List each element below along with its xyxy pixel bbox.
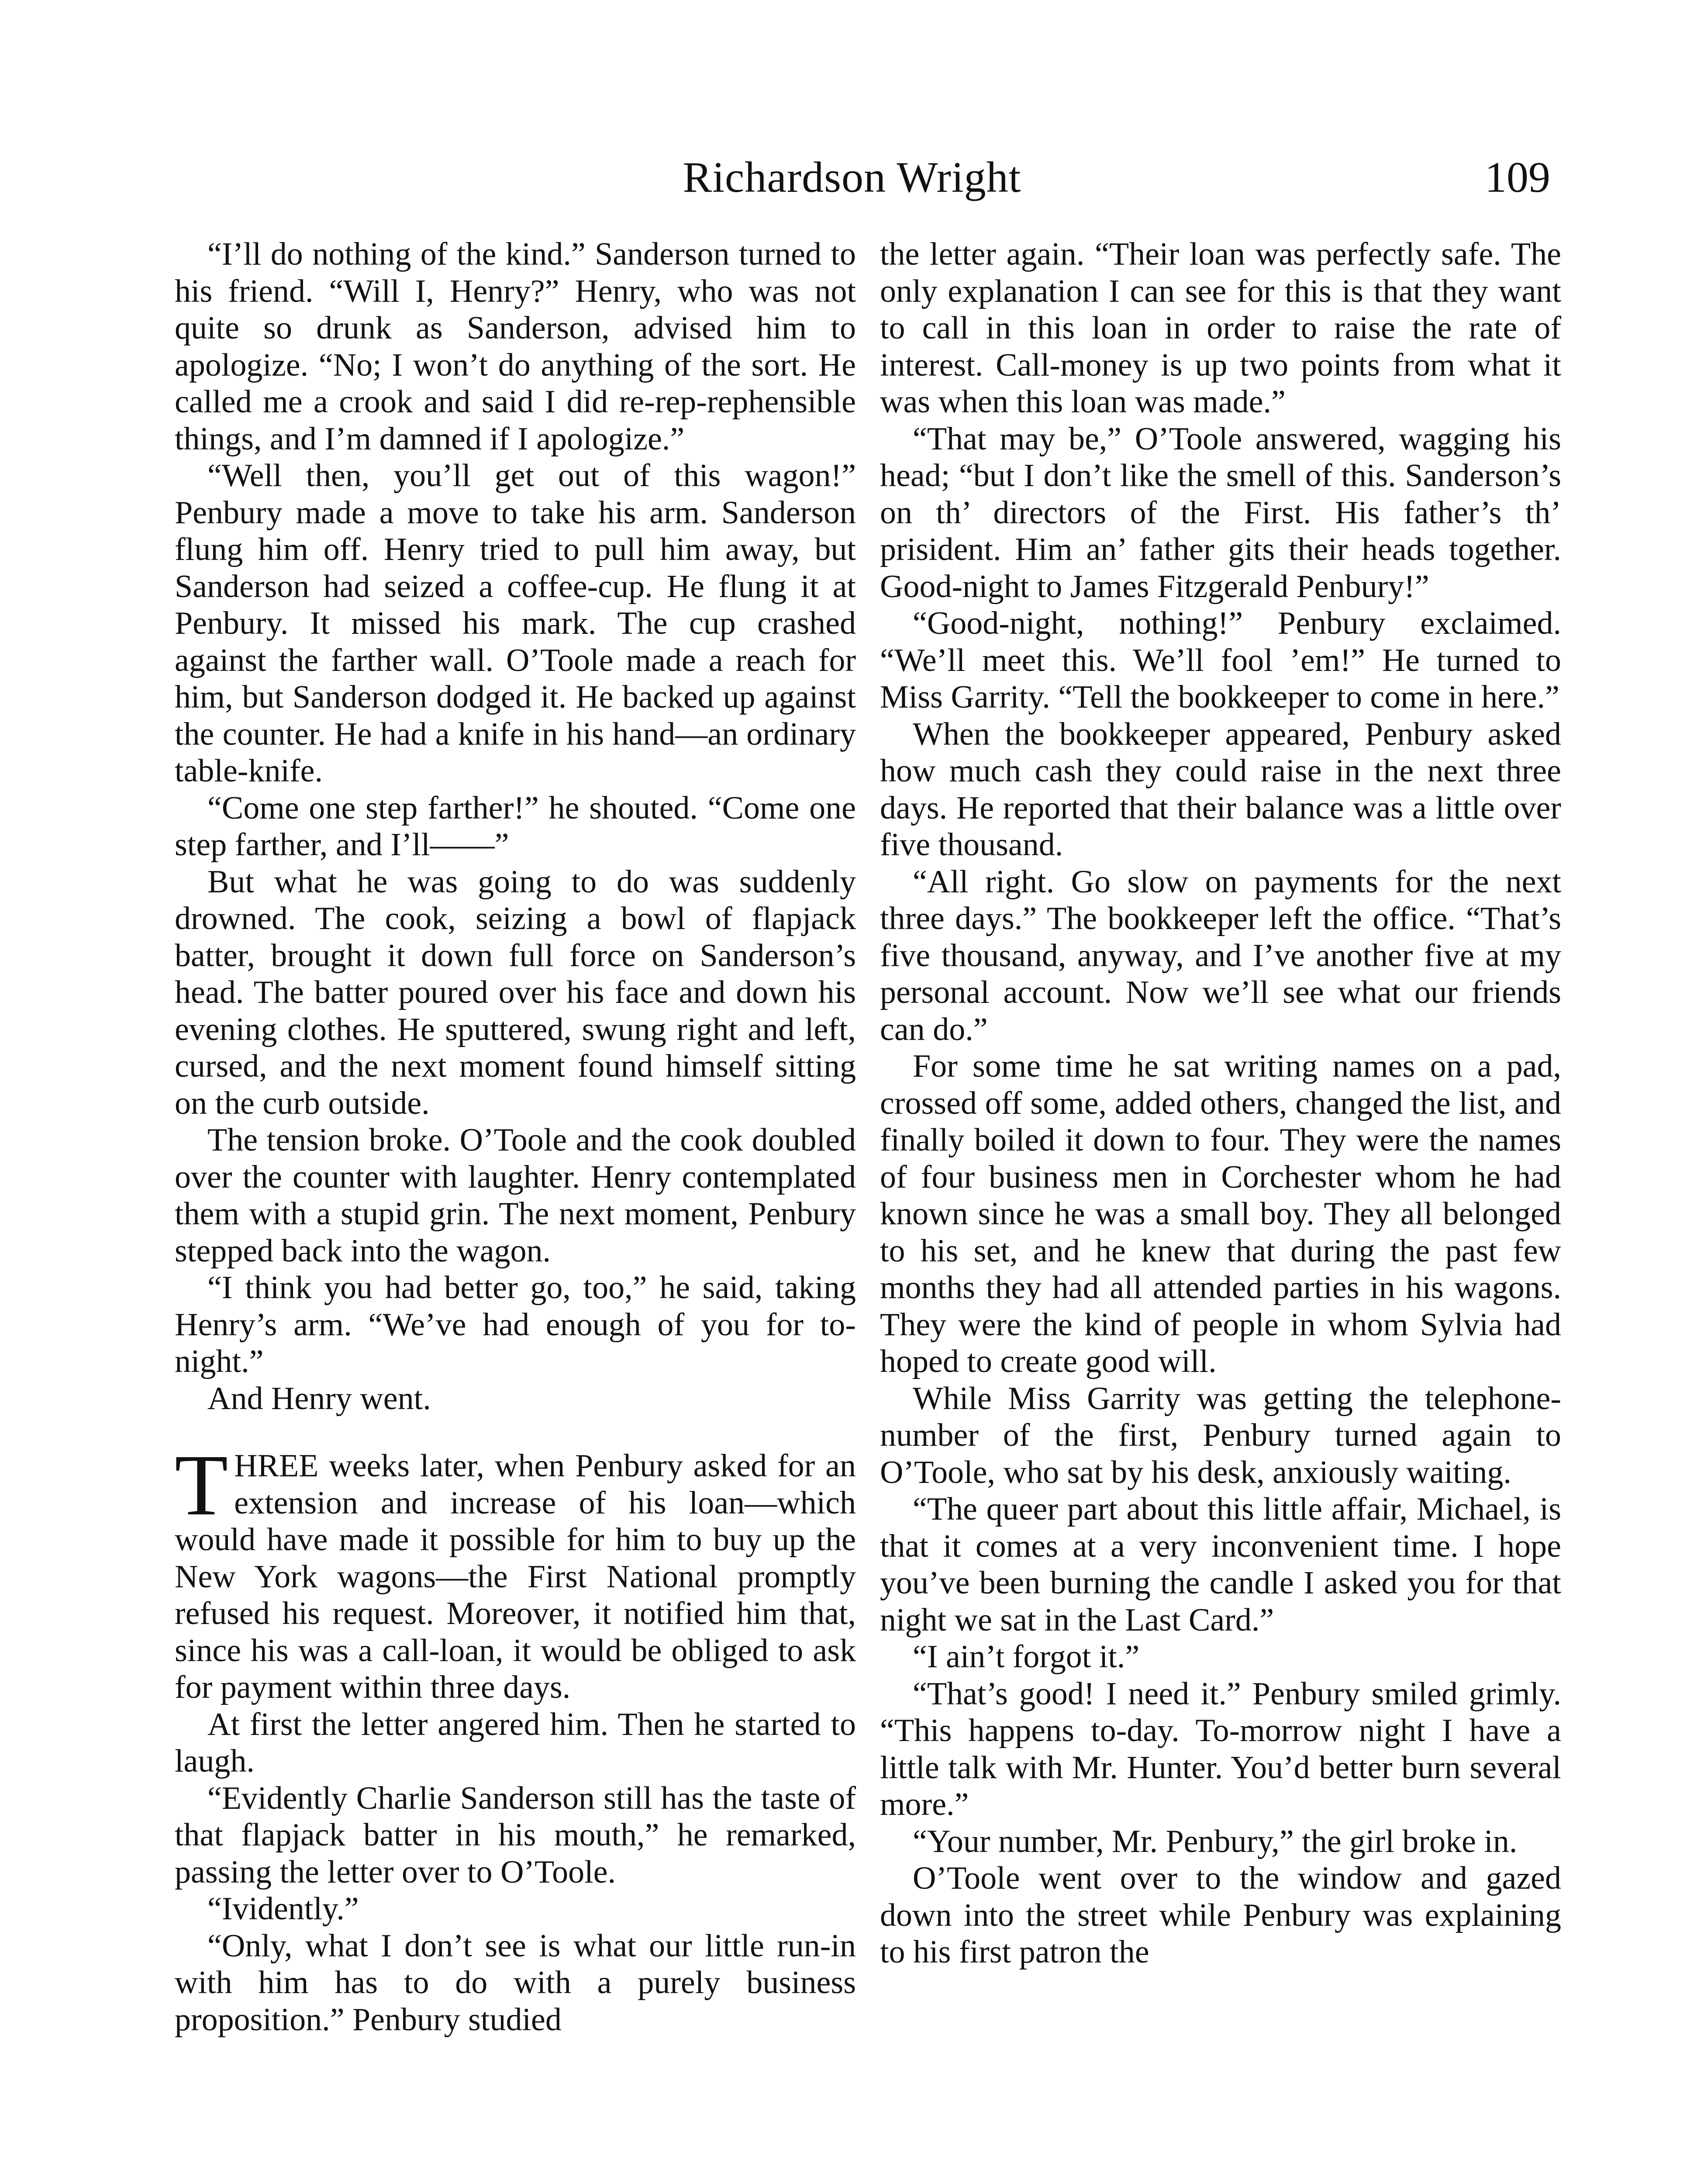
right-column — [880, 236, 1561, 1971]
section-opening-text: HREE weeks later, when Penbury asked for an extension and increase of his loan—which would have made it possible for him to buy up the New York wagons—the First National promptly refused his request. Moreover, it notified him that, since his was a call-loan, it would be obliged to ask for payment within three days. — [175, 1448, 856, 1705]
paragraph: “All right. Go slow on payments for the next three days.” The bookkeeper left the office. “That’s five thousand, anyway, and I’ve another five at my personal account. Now we’ll see what our friends can do.” — [880, 864, 1561, 1047]
drop-cap: T — [175, 1437, 228, 1534]
paragraph: “Good-night, nothing!” Penbury exclaimed. “We’ll meet this. We’ll fool ’em!” He turned to Miss Garrity. “Tell the bookkeeper to come in here.” — [880, 605, 1561, 715]
page-number: 109 — [1485, 153, 1550, 201]
paragraph: “Only, what I don’t see is what our little run-in with him has to do with a purely business proposition.” Penbury studied — [175, 1928, 856, 2038]
paragraph: O’Toole went over to the window and gazed down into the street while Penbury was explaining to his first patron the — [880, 1860, 1561, 1970]
paragraph: “Come one step farther!” he shouted. “Come one step farther, and I’ll——” — [175, 790, 856, 863]
paragraph: “I ain’t forgot it.” — [913, 1639, 1140, 1675]
paragraph: “The queer part about this little affair, Michael, is that it comes at a very inconvenient time. I hope you’ve been burning the candle I asked you for that night we sat in the Last Card.” — [880, 1491, 1561, 1638]
left-column — [175, 236, 856, 2038]
paragraph: For some time he sat writing names on a pad, crossed off some, added others, changed the list, and finally boiled it down to four. They were the names of four business men in Corchester whom he had known since he was a small boy. They all belonged to his set, and he knew that during the past few months they had all attended parties in his wagons. They were the kind of people in whom Sylvia had hoped to create good will. — [880, 1048, 1561, 1379]
page-header — [0, 144, 1704, 214]
paragraph: But what he was going to do was suddenly drowned. The cook, seizing a bowl of flapjack batter, brought it down full force on Sanderson’s head. The batter poured over his face and down his evening clothes. He sputtered, swung right and left, cursed, and the next moment found himself sitting on the curb outside. — [175, 864, 856, 1121]
paragraph: “Evidently Charlie Sanderson still has the taste of that flapjack batter in his mouth,” he remarked, passing the letter over to O’Toole. — [175, 1780, 856, 1890]
paragraph: “Your number, Mr. Penbury,” the girl broke in. — [913, 1823, 1518, 1859]
paragraph: The tension broke. O’Toole and the cook doubled over the counter with laughter. Henry contemplated them with a stupid grin. The next moment, Penbury stepped back into the wagon. — [175, 1122, 856, 1269]
continued-paragraph: the letter again. “Their loan was perfectly safe. The only explanation I can see for this is that they want to call in this loan in order to raise the rate of interest. Call-money is up two points from what it was when this loan was made.” — [880, 236, 1561, 420]
paragraph: When the bookkeeper appeared, Penbury asked how much cash they could raise in the next three days. He reported that their balance was a little over five thousand. — [880, 716, 1561, 863]
paragraph: “Well then, you’ll get out of this wagon!” Penbury made a move to take his arm. Sanderson flung him off. Henry tried to pull him away, but Sanderson had seized a coffee-cup. He flung it at Penbury. It missed his mark. The cup crashed against the farther wall. O’Toole made a reach for him, but Sanderson dodged it. He backed up against the counter. He had a knife in his hand—an ordinary table-knife. — [175, 458, 856, 789]
section-opening-paragraph — [175, 1437, 856, 1706]
paragraph: “That may be,” O’Toole answered, wagging his head; “but I don’t like the smell of this. Sanderson’s on th’ directors of the First. His father’s th’ prisident. Him an’ father gits their heads together. Good-night to James Fitzgerald Penbury!” — [880, 421, 1561, 605]
paragraph: “That’s good! I need it.” Penbury smiled grimly. “This happens to-day. To-morrow night I have a little talk with Mr. Hunter. You’d better burn several more.” — [880, 1676, 1561, 1822]
paragraph: “I think you had better go, too,” he said, taking Henry’s arm. “We’ve had enough of you for to-night.” — [175, 1270, 856, 1379]
paragraph: “Ividently.” — [207, 1891, 359, 1927]
paragraph: At first the letter angered him. Then he started to laugh. — [175, 1706, 856, 1779]
paragraph: While Miss Garrity was getting the telephone-number of the first, Penbury turned again to O’Toole, who sat by his desk, anxiously waiting. — [880, 1380, 1561, 1490]
running-title: Richardson Wright — [683, 153, 1021, 201]
paragraph: And Henry went. — [207, 1380, 431, 1417]
paragraph: “I’ll do nothing of the kind.” Sanderson turned to his friend. “Will I, Henry?” Henry, who was not quite so drunk as Sanderson, advised him to apologize. “No; I won’t do anything of the sort. He called me a crook and said I did re-rep-rephensible things, and I’m damned if I apologize.” — [175, 236, 856, 457]
